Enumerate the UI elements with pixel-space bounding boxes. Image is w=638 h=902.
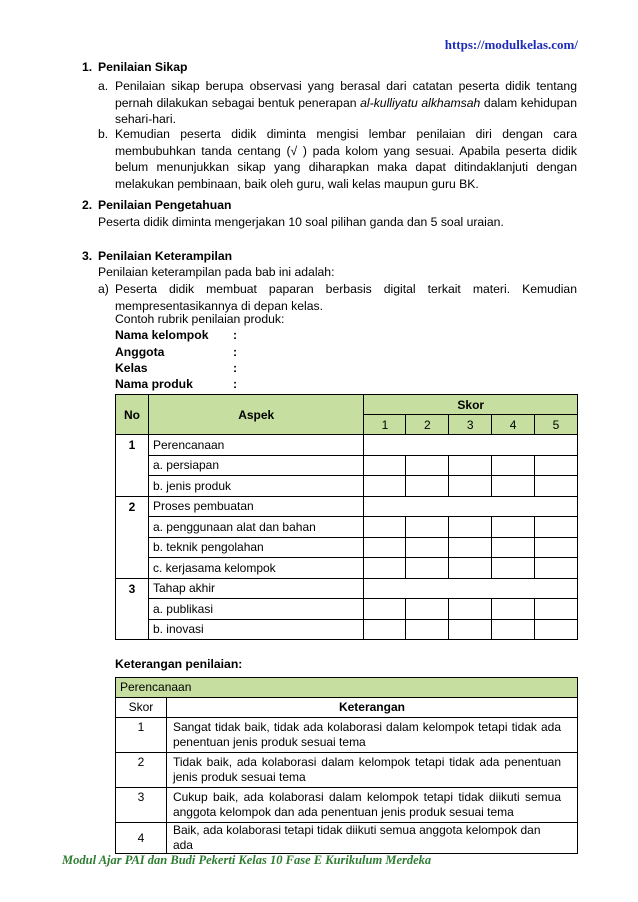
row-keterangan: Cukup baik, ada kolaborasi dalam kelompok tetapi tidak diikuti semua anggota kelompok dan ada penentuan jenis produk sesuai tema xyxy=(166,788,577,823)
field-label: Kelas xyxy=(115,361,148,375)
row-aspek: a. penggunaan alat dan bahan xyxy=(148,517,364,538)
table-row xyxy=(116,537,578,558)
header-skor: Skor xyxy=(364,395,578,415)
score-cell[interactable] xyxy=(535,476,578,497)
section3-a-text: Peserta didik membuat paparan berbasis digital terkait materi. Kemudian mempresentasikannya di depan kelas. xyxy=(115,282,577,313)
table-row xyxy=(116,753,578,788)
section1-number: 1. xyxy=(82,60,93,74)
row-empty-scores xyxy=(364,496,578,517)
section1-b-text: Kemudian peserta didik diminta mengisi lembar penilaian diri dengan cara membubuhkan tanda centang (√ ) pada kolom yang sesuai. Apabila peserta didik belum menunjukkan sikap yang diharapkan maka dapat ditindaklanjuti dengan melakukan pembinaan, baik oleh guru, wali kelas maupun guru BK. xyxy=(115,127,577,191)
score-cell[interactable] xyxy=(364,476,406,497)
header-score-4: 4 xyxy=(492,415,535,435)
header-score-1: 1 xyxy=(364,415,406,435)
field-nama-produk xyxy=(115,376,237,393)
score-cell[interactable] xyxy=(406,537,449,558)
row-no: 1 xyxy=(116,435,149,456)
table-row xyxy=(116,788,578,823)
section1-a-text xyxy=(115,78,577,128)
score-cell[interactable] xyxy=(449,599,492,620)
row-keterangan: Baik, ada kolaborasi tetapi tidak diikuti semua anggota kelompok dan ada xyxy=(166,823,577,854)
keterangan-section-header: Perencanaan xyxy=(116,678,578,698)
score-cell[interactable] xyxy=(492,619,535,640)
row-keterangan: Tidak baik, ada kolaborasi dalam kelompok tetapi tidak ada penentuan jenis produk sesuai tema xyxy=(166,753,577,788)
row-empty-scores xyxy=(364,435,578,456)
score-cell[interactable] xyxy=(535,619,578,640)
score-cell[interactable] xyxy=(449,619,492,640)
header-score-5: 5 xyxy=(535,415,578,435)
header-aspek: Aspek xyxy=(148,395,364,435)
table-row xyxy=(116,578,578,599)
row-no xyxy=(116,558,149,579)
row-skor: 4 xyxy=(116,823,167,854)
row-aspek: b. inovasi xyxy=(148,619,364,640)
section3-intro: Penilaian keterampilan pada bab ini adalah: xyxy=(98,265,335,279)
row-no xyxy=(116,517,149,538)
score-cell[interactable] xyxy=(364,558,406,579)
section1-a-text-before: Penilaian sikap berupa observasi yang berasal dari catatan peserta didik tentang pernah dilakukan sebagai bentuk penerapan xyxy=(115,79,577,110)
table-row xyxy=(116,558,578,579)
score-cell[interactable] xyxy=(406,619,449,640)
field-colon: : xyxy=(233,361,238,375)
row-aspek: Perencanaan xyxy=(148,435,364,456)
score-cell[interactable] xyxy=(406,599,449,620)
section1-a-italic-term: al-kulliyatu alkhamsah xyxy=(360,95,481,110)
section1-a-text-after: dalam kehidupan sehari-hari. xyxy=(115,95,577,126)
score-cell[interactable] xyxy=(364,517,406,538)
section3-title: Penilaian Keterampilan xyxy=(98,249,233,263)
field-label: Nama produk xyxy=(115,377,193,391)
section3-number: 3. xyxy=(82,249,93,263)
score-cell[interactable] xyxy=(492,599,535,620)
row-aspek: a. publikasi xyxy=(148,599,364,620)
table-row xyxy=(116,476,578,497)
score-cell[interactable] xyxy=(492,476,535,497)
keterangan-title: Keterangan penilaian: xyxy=(115,657,243,671)
score-cell[interactable] xyxy=(449,517,492,538)
section2-title: Penilaian Pengetahuan xyxy=(98,198,232,212)
section1-title: Penilaian Sikap xyxy=(98,60,188,74)
table-row xyxy=(116,718,578,753)
score-cell[interactable] xyxy=(364,455,406,476)
header-score-3: 3 xyxy=(449,415,492,435)
header-score-2: 2 xyxy=(406,415,449,435)
table-row xyxy=(116,496,578,517)
score-cell[interactable] xyxy=(492,517,535,538)
section1-a-marker: a. xyxy=(98,79,109,93)
table-row xyxy=(116,823,578,854)
row-no xyxy=(116,455,149,476)
table-row xyxy=(116,599,578,620)
field-label: Anggota xyxy=(115,345,165,359)
row-aspek: b. jenis produk xyxy=(148,476,364,497)
score-cell[interactable] xyxy=(449,537,492,558)
score-cell[interactable] xyxy=(535,537,578,558)
table-row xyxy=(116,619,578,640)
score-cell[interactable] xyxy=(492,558,535,579)
table-row xyxy=(116,455,578,476)
field-label: Nama kelompok xyxy=(115,328,209,342)
field-nama-kelompok xyxy=(115,327,237,344)
score-cell[interactable] xyxy=(449,558,492,579)
score-cell[interactable] xyxy=(364,599,406,620)
score-cell[interactable] xyxy=(535,599,578,620)
score-cell[interactable] xyxy=(535,455,578,476)
section3-a-marker: a) xyxy=(98,282,109,296)
row-keterangan: Sangat tidak baik, tidak ada kolaborasi dalam kelompok tetapi tidak ada penentuan jenis produk sesuai tema xyxy=(166,718,577,753)
score-cell[interactable] xyxy=(406,455,449,476)
score-cell[interactable] xyxy=(535,558,578,579)
keterangan-col-keterangan: Keterangan xyxy=(166,698,577,718)
row-skor: 2 xyxy=(116,753,167,788)
score-cell[interactable] xyxy=(406,476,449,497)
score-cell[interactable] xyxy=(535,517,578,538)
table-row xyxy=(116,517,578,538)
header-no: No xyxy=(116,395,149,435)
section1-b-marker: b. xyxy=(98,127,109,141)
keterangan-table xyxy=(115,677,578,854)
field-colon: : xyxy=(233,328,238,342)
row-skor: 1 xyxy=(116,718,167,753)
row-no: 3 xyxy=(116,578,149,599)
field-colon: : xyxy=(233,377,238,391)
score-cell[interactable] xyxy=(364,619,406,640)
score-cell[interactable] xyxy=(449,455,492,476)
header-url-link[interactable]: https://modulkelas.com/ xyxy=(444,37,578,52)
score-cell[interactable] xyxy=(449,476,492,497)
row-aspek: Tahap akhir xyxy=(148,578,364,599)
row-no xyxy=(116,599,149,620)
row-no xyxy=(116,619,149,640)
keterangan-col-skor: Skor xyxy=(116,698,167,718)
row-aspek: Proses pembuatan xyxy=(148,496,364,517)
row-aspek: c. kerjasama kelompok xyxy=(148,558,364,579)
footer-module-title: Modul Ajar PAI dan Budi Pekerti Kelas 10 Fase E Kurikulum Merdeka xyxy=(62,853,432,867)
row-no xyxy=(116,476,149,497)
field-kelas xyxy=(115,360,237,377)
row-no: 2 xyxy=(116,496,149,517)
section2-text: Peserta didik diminta mengerjakan 10 soal pilihan ganda dan 5 soal uraian. xyxy=(98,215,504,229)
field-colon: : xyxy=(233,345,238,359)
row-no xyxy=(116,537,149,558)
rubric-table xyxy=(115,394,578,640)
score-cell[interactable] xyxy=(406,517,449,538)
section2-number: 2. xyxy=(82,198,93,212)
row-empty-scores xyxy=(364,578,578,599)
score-cell[interactable] xyxy=(406,558,449,579)
table-row xyxy=(116,435,578,456)
section3-example-label: Contoh rubrik penilaian produk: xyxy=(115,312,285,326)
field-anggota xyxy=(115,344,237,361)
row-aspek: b. teknik pengolahan xyxy=(148,537,364,558)
score-cell[interactable] xyxy=(364,537,406,558)
row-skor: 3 xyxy=(116,788,167,823)
score-cell[interactable] xyxy=(492,537,535,558)
row-aspek: a. persiapan xyxy=(148,455,364,476)
score-cell[interactable] xyxy=(492,455,535,476)
